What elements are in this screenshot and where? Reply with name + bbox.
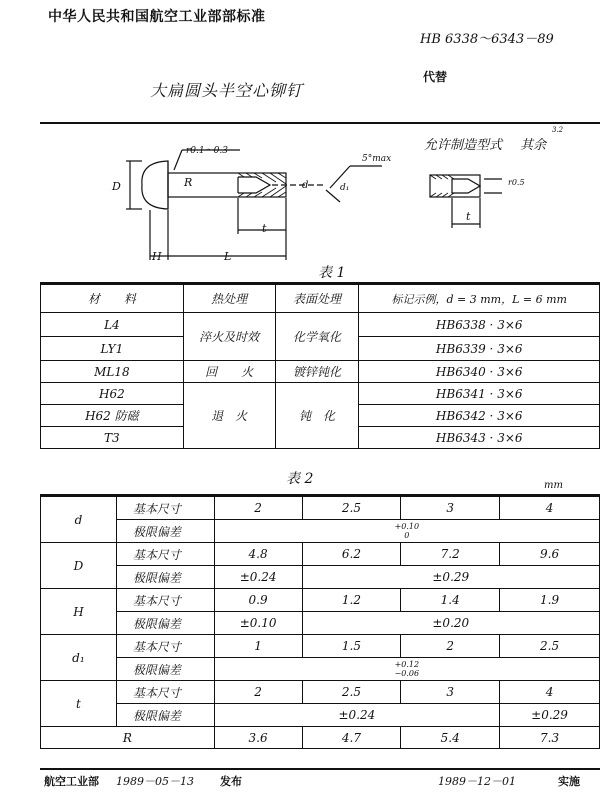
tol-value: ±0.29 [302,566,599,589]
material-cell: H62 防磁 [41,405,184,427]
heat-cell: 淬火及时效 [183,313,275,361]
basic-value: 1.5 [302,635,401,658]
issue-date: 1989－05－13 [116,775,194,788]
r-value: 3.6 [214,727,302,749]
label-t-sketch: t [466,210,471,223]
basic-value: 4 [500,681,600,704]
mark-cell: HB6342 · 3×6 [359,405,600,427]
mark-cell: HB6343 · 3×6 [359,427,600,449]
allow-text: 允许制造型式 [424,138,503,153]
basic-value: 0.9 [214,589,302,612]
angle-note: 5°max [362,154,392,164]
table1-header-material: 材 料 [41,285,184,313]
table2-caption: 表 2 [286,471,314,487]
mark-cell: HB6341 · 3×6 [359,383,600,405]
tol-value: +0.12 −0.06 [214,658,599,681]
r-value: 5.4 [401,727,500,749]
issuer: 航空工业部 [44,775,99,788]
basic-value: 2 [214,681,302,704]
footer-rule [40,768,600,770]
basic-label: 基本尺寸 [116,497,214,520]
basic-value: 9.6 [500,543,600,566]
basic-value: 2.5 [500,635,600,658]
basic-value: 4.8 [214,543,302,566]
r-value: 4.7 [302,727,401,749]
org-standard-title: 中华人民共和国航空工业部部标准 [48,9,266,25]
label-d: d [302,180,309,191]
issue-word: 发布 [220,775,242,788]
param-symbol: d [41,497,117,543]
rest-text: 其余 [520,138,547,153]
basic-value: 1.4 [401,589,500,612]
header-rule [40,122,600,124]
basic-value: 1 [214,635,302,658]
basic-value: 2.5 [302,681,401,704]
heat-cell: 退 火 [183,383,275,449]
basic-value: 2.5 [302,497,401,520]
tol-value: ±0.24 [214,704,499,727]
label-D: D [112,180,121,193]
param-symbol: t [41,681,117,727]
tol-value: +0.10 0 [214,520,599,543]
surface-cell: 镀锌钝化 [275,361,359,383]
basic-label: 基本尺寸 [116,589,214,612]
tol-value: ±0.10 [214,612,302,635]
material-cell: L4 [41,313,184,337]
basic-value: 3 [401,681,500,704]
r-value: 7.3 [500,727,600,749]
material-cell: ML18 [41,361,184,383]
mark-cell: HB6340 · 3×6 [359,361,600,383]
tol-label: 极限偏差 [116,704,214,727]
material-cell: H62 [41,383,184,405]
table1-header-heat: 热处理 [183,285,275,313]
standard-number: HB 6338～6343－89 [420,32,554,47]
label-d1: d₁ [340,183,350,193]
mark-cell: HB6338 · 3×6 [359,313,600,337]
implementation-word: 实施 [558,775,580,788]
surface-cell: 钝 化 [275,383,359,449]
table1-caption: 表 1 [318,265,346,281]
basic-value: 6.2 [302,543,401,566]
heat-cell: 回 火 [183,361,275,383]
table1-header-surface: 表面处理 [275,285,359,313]
label-H: H [152,250,162,263]
material-cell: LY1 [41,337,184,361]
basic-value: 3 [401,497,500,520]
tol-label: 极限偏差 [116,566,214,589]
label-r-sketch: r0.5 [508,178,525,187]
surface-cell: 化学氧化 [275,313,359,361]
document-title: 大扁圆头半空心铆钉 [150,81,304,100]
tol-label: 极限偏差 [116,658,214,681]
label-R: R [184,176,193,189]
basic-value: 2 [214,497,302,520]
basic-label: 基本尺寸 [116,635,214,658]
basic-label: 基本尺寸 [116,681,214,704]
label-L: L [224,250,232,263]
param-symbol: D [41,543,117,589]
table1 [40,284,600,449]
mark-cell: HB6339 · 3×6 [359,337,600,361]
tol-value: ±0.20 [302,612,599,635]
label-t: t [262,222,267,235]
param-symbol: H [41,589,117,635]
basic-value: 1.9 [500,589,600,612]
basic-value: 2 [401,635,500,658]
table2 [40,496,600,749]
fillet-note: r0.1～0.3 [186,146,228,156]
basic-value: 4 [500,497,600,520]
param-symbol: R [41,727,215,749]
implementation-date: 1989－12－01 [438,775,516,788]
table1-header-mark: 标记示例，d = 3 mm，L = 6 mm [359,285,600,313]
basic-value: 1.2 [302,589,401,612]
rest-roughness: 3.2 [552,126,564,134]
tol-label: 极限偏差 [116,520,214,543]
replace-label: 代替 [423,70,448,84]
table2-unit: mm [544,480,563,491]
tol-label: 极限偏差 [116,612,214,635]
basic-label: 基本尺寸 [116,543,214,566]
tol-value: ±0.24 [214,566,302,589]
basic-value: 7.2 [401,543,500,566]
material-cell: T3 [41,427,184,449]
param-symbol: d₁ [41,635,117,681]
tol-value: ±0.29 [500,704,600,727]
